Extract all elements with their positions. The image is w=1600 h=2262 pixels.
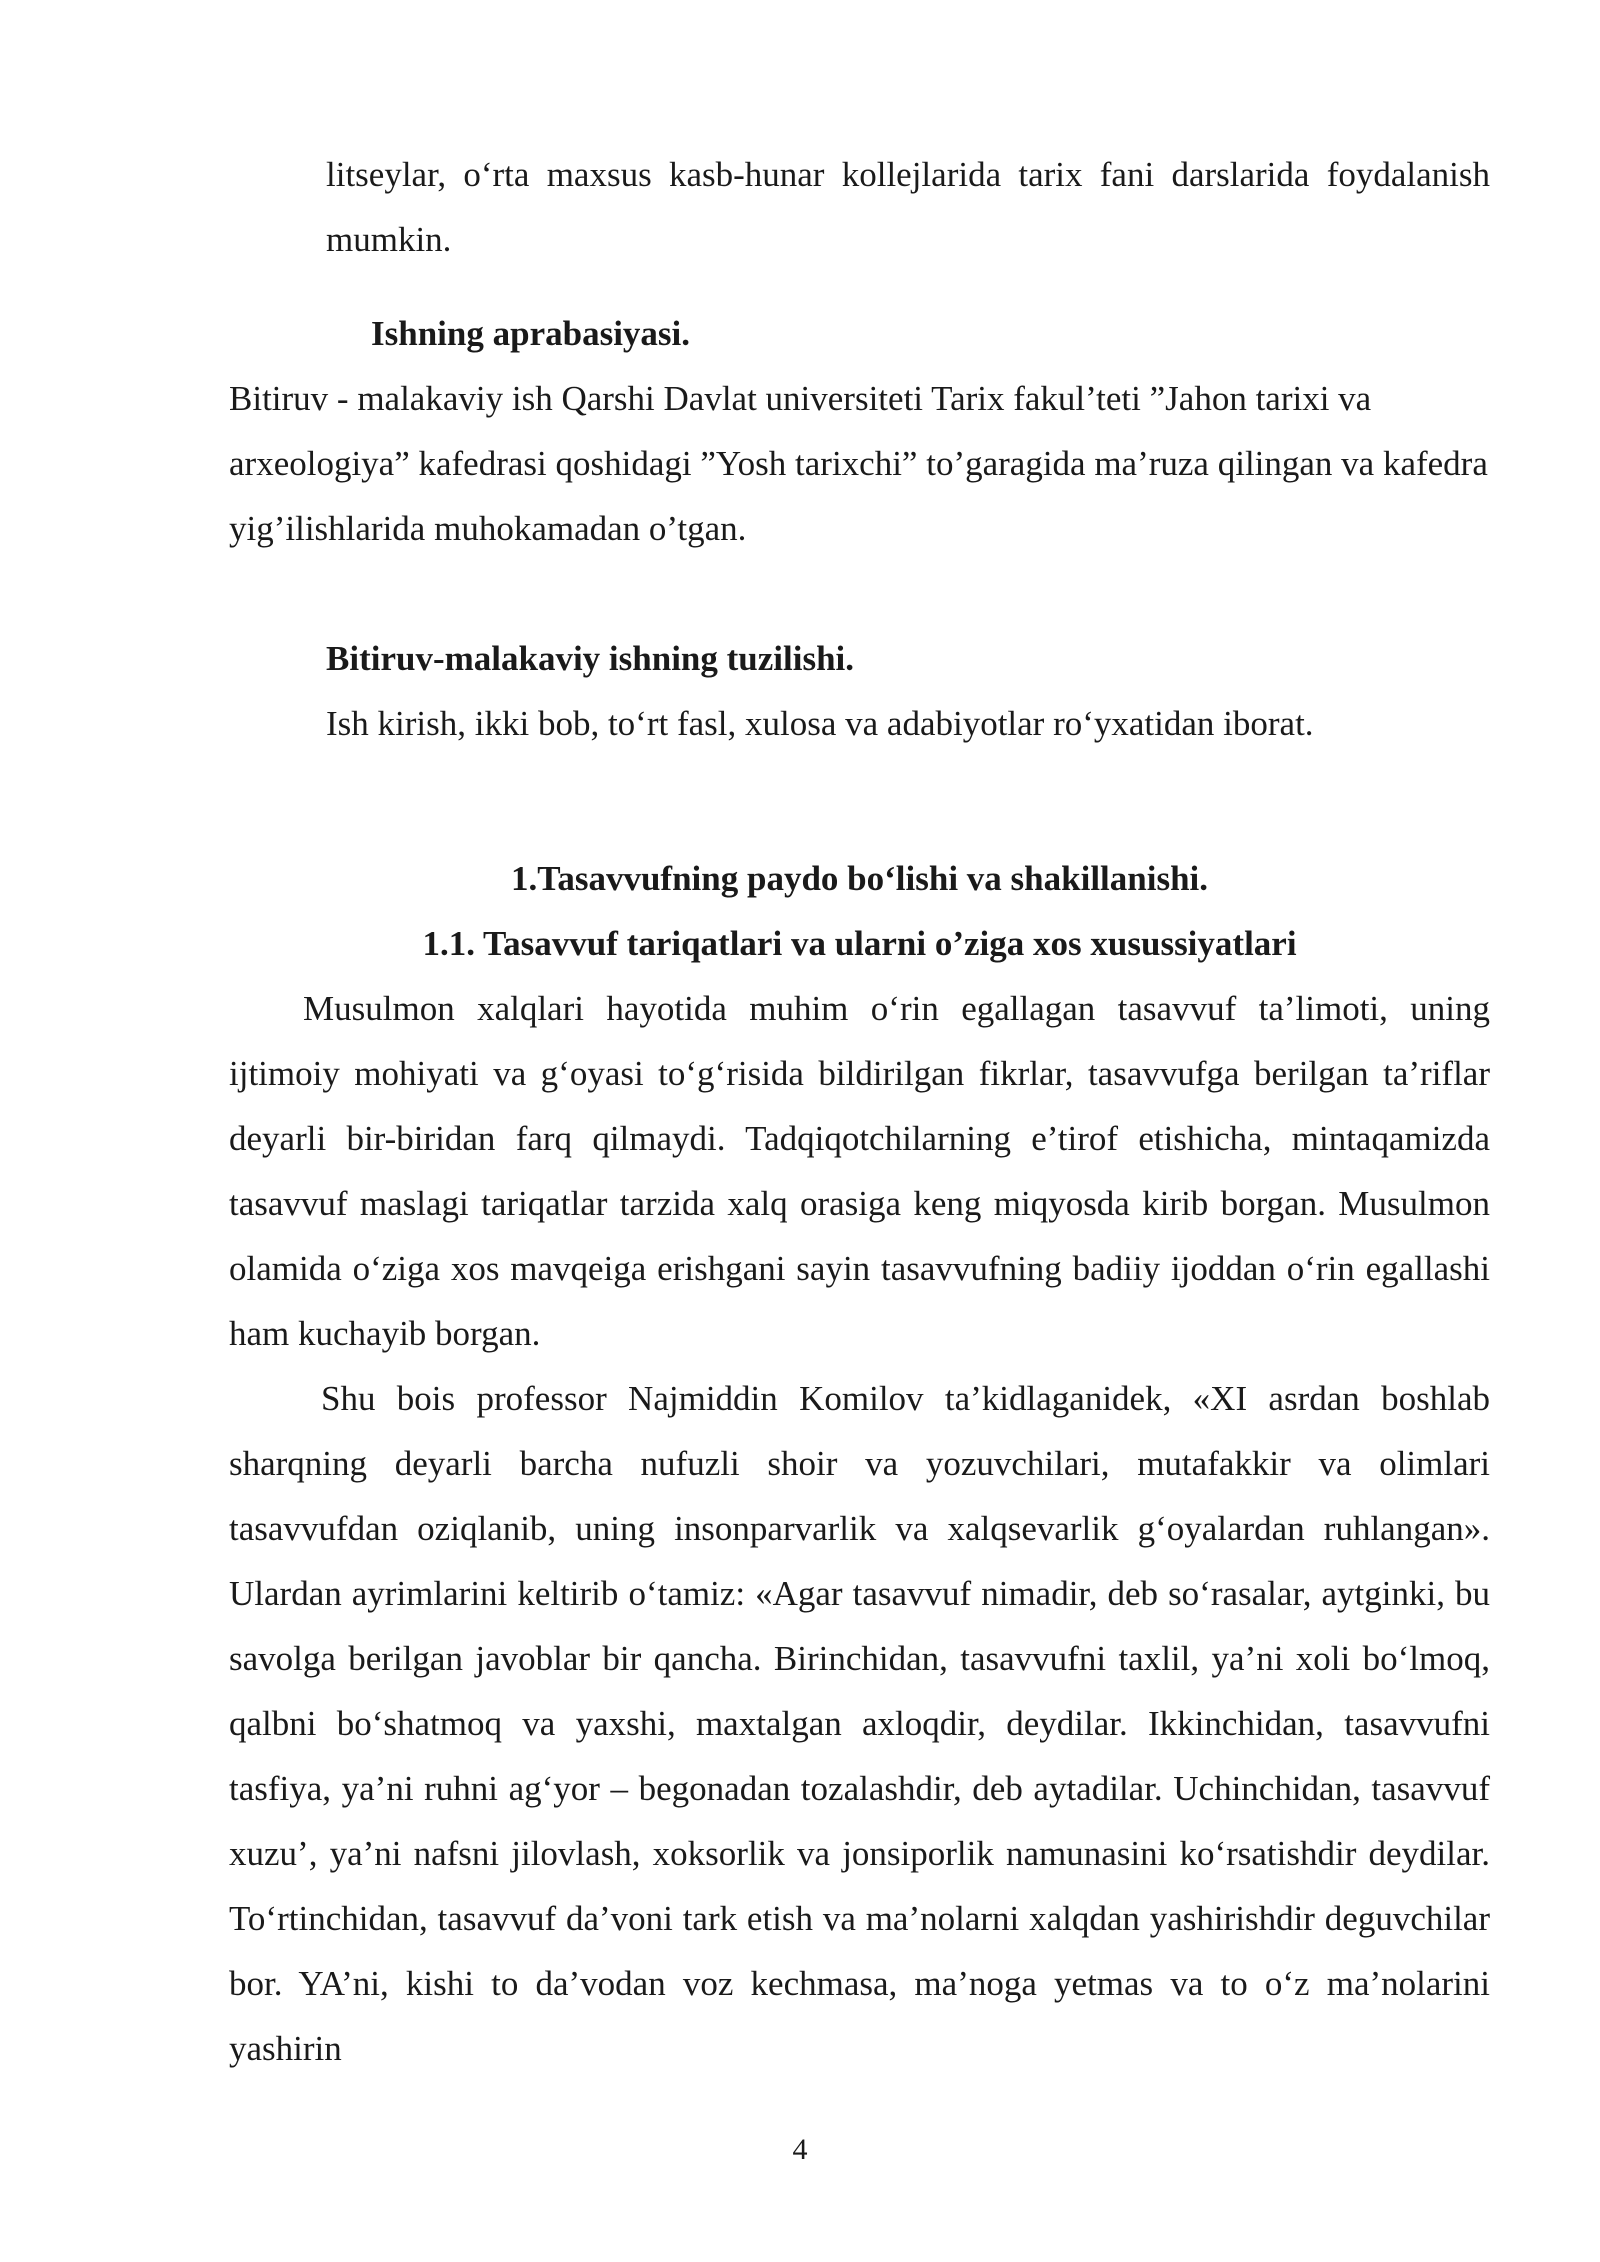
body-paragraph: Musulmon xalqlari hayotida muhim o‘rin egallagan tasavvuf ta’limoti, uning ijtimoiy mohiyati va g‘oyasi to‘g‘risida bildirilgan fikrlar, tasavvufga berilgan ta’riflar deyarli bir-biridan farq qilmaydi. Tadqiqotchilarning e’tirof etishicha, mintaqamizda tasavvuf maslagi tariqatlar tarzida xalq orasiga keng miqyosda kirib borgan. Musulmon olamida o‘ziga xos mavqeiga erishgani sayin tasavvufning badiiy ijoddan o‘rin egallashi ham kuchayib borgan. [229, 989, 1490, 1353]
intro-continuation: litseylar, o‘rta maxsus kasb-hunar kollejlarida tarix fani darslarida foydalanish mumkin. [326, 155, 1490, 259]
body-paragraph: Shu bois professor Najmiddin Komilov ta’kidlaganidek, «XI asrdan boshlab sharqning deyarli barcha nufuzli shoir va yozuvchilari, mutafakkir va olimlari tasavvufdan oziqlanib, uning insonparvarlik va xalqsevarlik g‘oyalardan ruhlangan». Ulardan ayrimlarini keltirib o‘tamiz: «Agar tasavvuf nimadir, deb so‘rasalar, aytginki, bu savolga berilgan javoblar bir qancha. Birinchidan, tasavvufni taxlil, ya’ni xoli bo‘lmoq, qalbni bo‘shatmoq va yaxshi, maxtalgan axloqdir, deydilar. Ikkinchidan, tasavvufni tasfiya, ya’ni ruhni ag‘yor – begonadan tozalashdir, deb aytadilar. Uchinchidan, tasavvuf xuzu’, ya’ni nafsni jilovlash, xoksorlik va jonsiporlik namunasini ko‘rsatishdir deydilar. To‘rtinchidan, tasavvuf da’voni tark etish va ma’nolarni xalqdan yashirishdir deguvchilar bor. YA’ni, kishi to da’vodan voz kechmasa, ma’noga yetmas va to o‘z ma’nolarini yashirin [229, 1379, 1490, 2068]
approbation-text: Bitiruv - malakaviy ish Qarshi Davlat universiteti Tarix fakul’teti ”Jahon tarixi va arxeologiya” kafedrasi qoshidagi ”Yosh tarixchi” to’garagida ma’ruza qilingan va kafedra yig’ilishlarida muhokamadan o’tgan. [229, 379, 1488, 548]
structure-text: Ish kirish, ikki bob, to‘rt fasl, xulosa va adabiyotlar ro‘yxatidan iborat. [326, 704, 1314, 743]
chapter-title: 1.Tasavvufning paydo bo‘lishi va shakillanishi. [510, 859, 1209, 898]
section-title: 1.1. Tasavvuf tariqatlari va ularni o’ziga xos xusussiyatlari [422, 924, 1297, 963]
structure-heading: Bitiruv-malakaviy ishning tuzilishi. [326, 639, 855, 678]
approbation-heading: Ishning aprabasiyasi. [371, 314, 691, 353]
page-number: 4 [792, 2133, 808, 2166]
